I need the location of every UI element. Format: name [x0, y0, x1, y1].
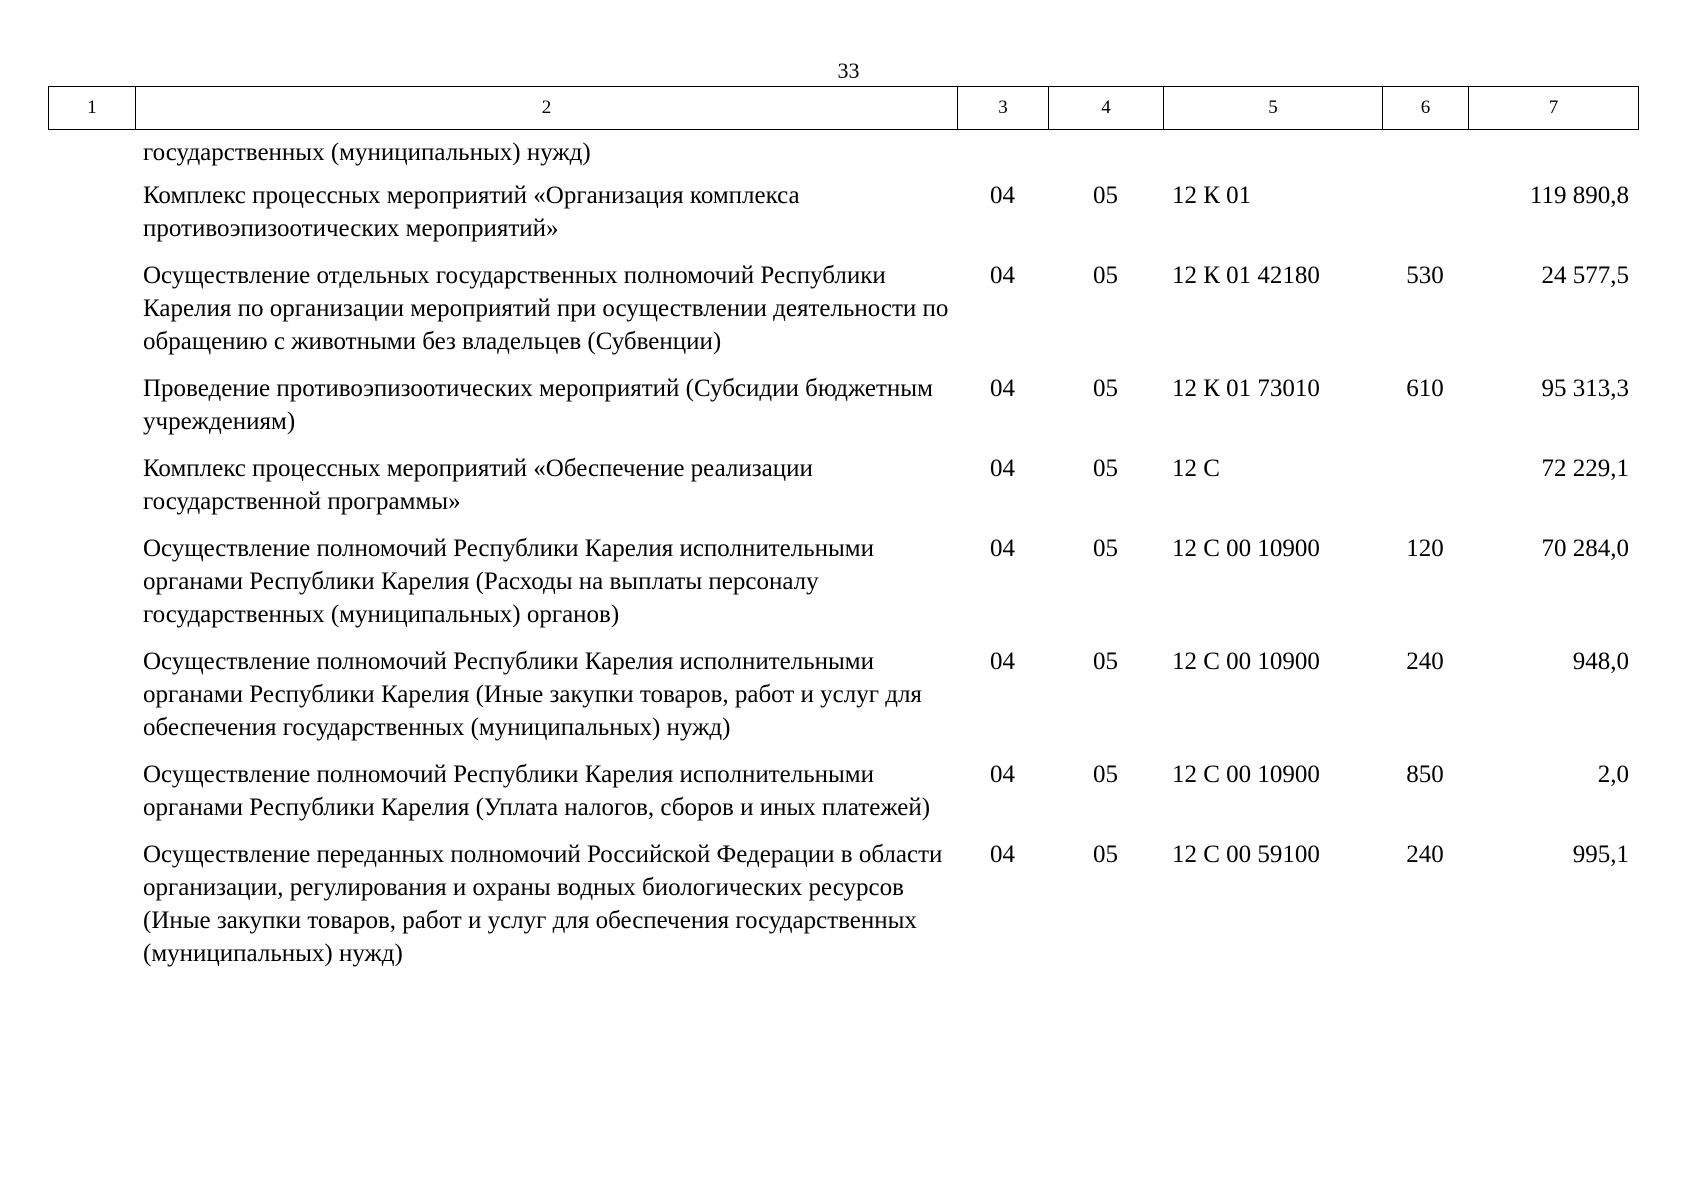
target-article-code: 12 С 00 10900 — [1172, 761, 1320, 788]
table-row — [48, 136, 1638, 179]
subsection-code: 05 — [1093, 182, 1118, 209]
expense-type-code: 120 — [1406, 535, 1444, 562]
header-col-4: 4 — [1049, 87, 1164, 130]
target-article-code: 12 К 01 42180 — [1172, 262, 1320, 289]
section-code: 04 — [990, 375, 1015, 402]
header-col-3: 3 — [958, 87, 1049, 130]
expense-name: государственных (муниципальных) нужд) — [143, 139, 591, 166]
subsection-code: 05 — [1093, 535, 1118, 562]
expense-type-code — [1382, 452, 1468, 532]
target-article-code: 12 К 01 — [1172, 182, 1252, 209]
expense-name: Проведение противоэпизоотических мероприятий (Субсидии бюджетным учреждениям) — [143, 375, 933, 435]
subsection-code: 05 — [1093, 761, 1118, 788]
expense-name: Осуществление полномочий Республики Карелия исполнительными органами Республики Карелия (Расходы на выплаты персоналу государственных (муниципальных) органов) — [143, 535, 874, 628]
section-code: 04 — [990, 262, 1015, 289]
expense-name: Осуществление отдельных государственных полномочий Республики Карелия по организации мероприятий при осуществлении деятельности по обращению с животными без владельцев (Субвенции) — [143, 262, 949, 355]
target-article-code — [1163, 136, 1382, 179]
amount: 948,0 — [1572, 648, 1629, 675]
expense-type-code: 240 — [1406, 841, 1444, 868]
section-code: 04 — [990, 648, 1015, 675]
target-article-code: 12 С — [1172, 455, 1220, 482]
target-article-code: 12 С 00 59100 — [1172, 841, 1320, 868]
section-code: 04 — [990, 761, 1015, 788]
table-row — [48, 179, 1638, 259]
section-code: 04 — [990, 455, 1015, 482]
header-col-7: 7 — [1469, 87, 1639, 130]
section-code — [957, 136, 1048, 179]
amount — [1468, 136, 1638, 179]
amount: 24 577,5 — [1541, 262, 1629, 289]
amount: 95 313,3 — [1541, 375, 1629, 402]
expense-type-code: 530 — [1406, 262, 1444, 289]
page-number: 33 — [837, 58, 860, 83]
column-number-header — [48, 86, 1639, 130]
expense-type-code: 240 — [1406, 648, 1444, 675]
expense-name: Осуществление переданных полномочий Российской Федерации в области организации, регулирования и охраны водных биологических ресурсов (Иные закупки товаров, работ и услуг для обеспечения государственных (муниципальных) нужд) — [143, 841, 943, 967]
expense-name: Осуществление полномочий Республики Карелия исполнительными органами Республики Карелия (Иные закупки товаров, работ и услуг для обеспечения государственных (муниципальных) нужд) — [143, 648, 922, 741]
header-col-1: 1 — [49, 87, 136, 130]
amount: 2,0 — [1597, 761, 1629, 788]
amount: 70 284,0 — [1541, 535, 1629, 562]
section-code: 04 — [990, 182, 1015, 209]
subsection-code: 05 — [1093, 262, 1118, 289]
expense-name: Комплекс процессных мероприятий «Организация комплекса противоэпизоотических мероприятий» — [143, 182, 800, 242]
subsection-code — [1048, 136, 1163, 179]
subsection-code: 05 — [1093, 375, 1118, 402]
table-row — [48, 372, 1638, 452]
target-article-code: 12 С 00 10900 — [1172, 535, 1320, 562]
target-article-code: 12 К 01 73010 — [1172, 375, 1320, 402]
header-col-5: 5 — [1164, 87, 1383, 130]
table-row — [48, 838, 1638, 984]
table-row — [48, 452, 1638, 532]
amount: 995,1 — [1572, 841, 1629, 868]
expense-name: Комплекс процессных мероприятий «Обеспечение реализации государственной программы» — [143, 455, 813, 515]
section-code: 04 — [990, 535, 1015, 562]
subsection-code: 05 — [1093, 841, 1118, 868]
expense-type-code: 850 — [1406, 761, 1444, 788]
table-row — [48, 645, 1638, 758]
expense-type-code: 610 — [1406, 375, 1444, 402]
amount: 119 890,8 — [1529, 182, 1629, 209]
table-row — [48, 758, 1638, 838]
section-code: 04 — [990, 841, 1015, 868]
table-row — [48, 532, 1638, 645]
expense-type-code — [1382, 136, 1468, 179]
budget-table — [48, 136, 1638, 984]
target-article-code: 12 С 00 10900 — [1172, 648, 1320, 675]
header-col-2: 2 — [136, 87, 958, 130]
table-row — [48, 259, 1638, 372]
expense-name: Осуществление полномочий Республики Карелия исполнительными органами Республики Карелия (Уплата налогов, сборов и иных платежей) — [143, 761, 931, 821]
subsection-code: 05 — [1093, 648, 1118, 675]
header-row — [49, 87, 1639, 130]
expense-type-code — [1382, 179, 1468, 259]
header-col-6: 6 — [1383, 87, 1469, 130]
amount: 72 229,1 — [1541, 455, 1629, 482]
subsection-code: 05 — [1093, 455, 1118, 482]
